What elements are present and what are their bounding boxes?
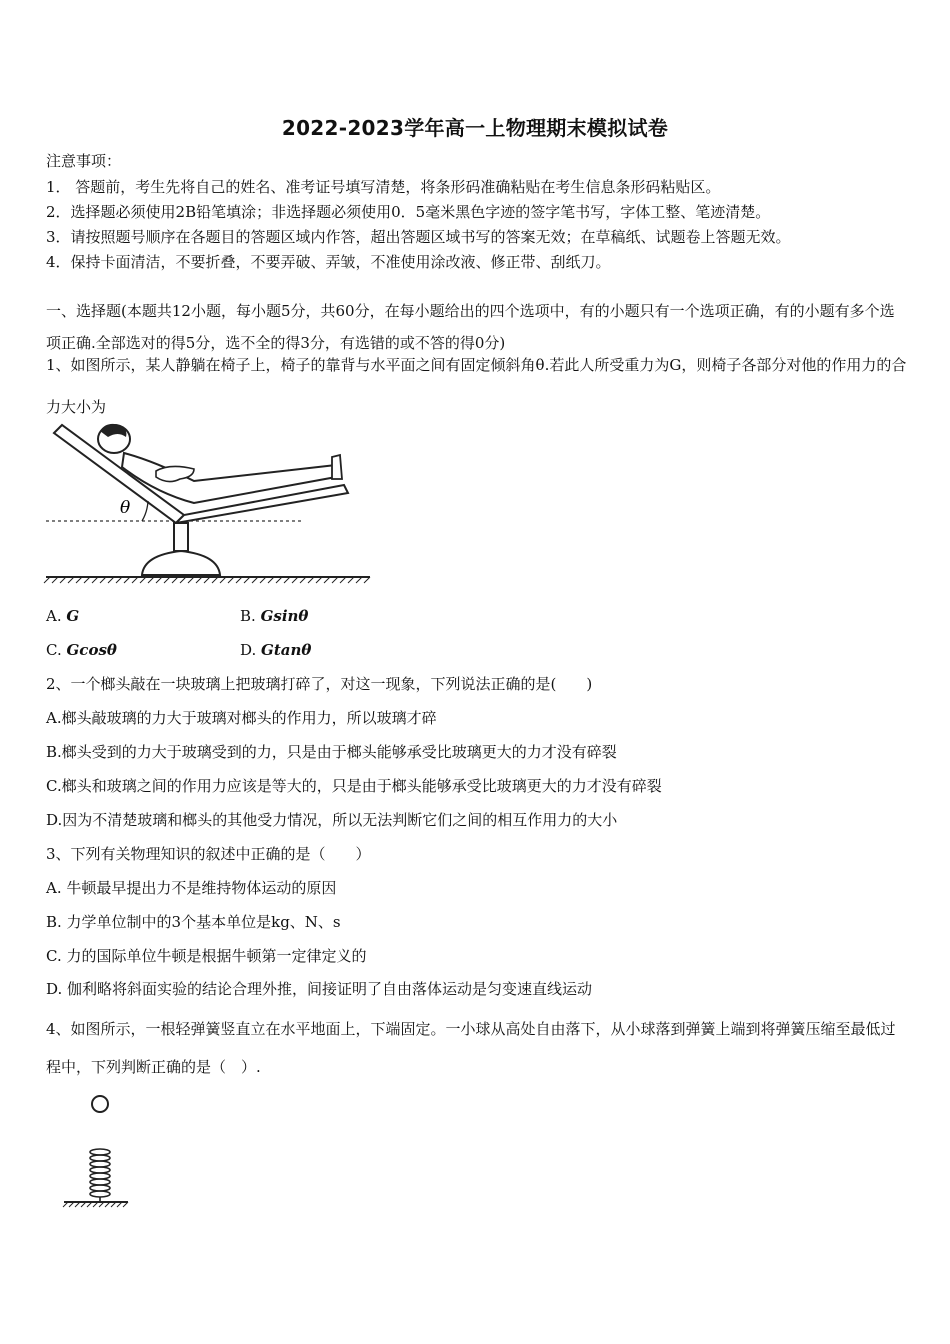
q1-option-a: A. G [46,607,80,625]
notice-item-3: 3．请按照题号顺序在各题目的答题区域内作答，超出答题区域书写的答案无效；在草稿纸、试题卷上答题无效。 [46,228,791,246]
q3-option-d: D. 伽利略将斜面实验的结论合理外推，间接证明了自由落体运动是匀变速直线运动 [46,980,593,998]
q3-option-a: A. 牛顿最早提出力不是维持物体运动的原因 [46,879,337,897]
notice-item-2: 2．选择题必须使用2B铅笔填涂；非选择题必须使用0．5毫米黑色字迹的签字笔书写，字体工整、笔迹清楚。 [46,203,771,221]
q2-option-a: A.榔头敲玻璃的力大于玻璃对榔头的作用力，所以玻璃才碎 [46,709,437,727]
q1-option-c: C. Gcosθ [46,641,117,659]
q2-option-d: D.因为不清楚玻璃和榔头的其他受力情况，所以无法判断它们之间的相互作用力的大小 [46,811,618,829]
q1-option-d: D. Gtanθ [240,641,312,659]
angle-theta-label: θ [120,498,131,518]
notice-item-1: 1． 答题前，考生先将自己的姓名、准考证号填写清楚，将条形码准确粘贴在考生信息条形码粘贴区。 [46,178,721,196]
q3-option-b: B. 力学单位制中的3个基本单位是kg、N、s [46,913,341,931]
reclining-chair-figure [44,415,379,587]
question-1-stem: 1、如图所示，某人静躺在椅子上，椅子的靠背与水平面之间有固定倾斜角θ.若此人所受重力为G，则椅子各部分对他的作用力的合力大小为 [46,356,907,416]
q2-option-c: C.榔头和玻璃之间的作用力应该是等大的，只是由于榔头能够承受比玻璃更大的力才没有碎裂 [46,777,662,795]
question-3-stem: 3、下列有关物理知识的叙述中正确的是（ ） [46,845,371,863]
q2-option-b: B.榔头受到的力大于玻璃受到的力，只是由于榔头能够承受比玻璃更大的力才没有碎裂 [46,743,617,761]
notice-heading: 注意事项： [46,152,122,170]
question-4-stem: 4、如图所示，一根轻弹簧竖直立在水平地面上，下端固定。一小球从高处自由落下，从小球落到弹簧上端到将弹簧压缩至最低过程中，下列判断正确的是（ ）. [46,1020,896,1076]
section-heading: 一、选择题(本题共12小题，每小题5分，共60分，在每小题给出的四个选项中，有的小题只有一个选项正确，有的小题有多个选项正确.全部选对的得5分，选不全的得3分，有选错的或不答的得0分) [46,302,895,352]
ball-spring-figure [60,1092,150,1222]
question-2-stem: 2、一个榔头敲在一块玻璃上把玻璃打碎了，对这一现象，下列说法正确的是( ) [46,675,593,693]
notice-item-4: 4．保持卡面清洁，不要折叠，不要弄破、弄皱，不准使用涂改液、修正带、刮纸刀。 [46,253,611,271]
page-title: 2022-2023学年高一上物理期末模拟试卷 [281,116,669,140]
q3-option-c: C. 力的国际单位牛顿是根据牛顿第一定律定义的 [46,947,367,965]
q1-option-b: B. Gsinθ [240,607,309,625]
